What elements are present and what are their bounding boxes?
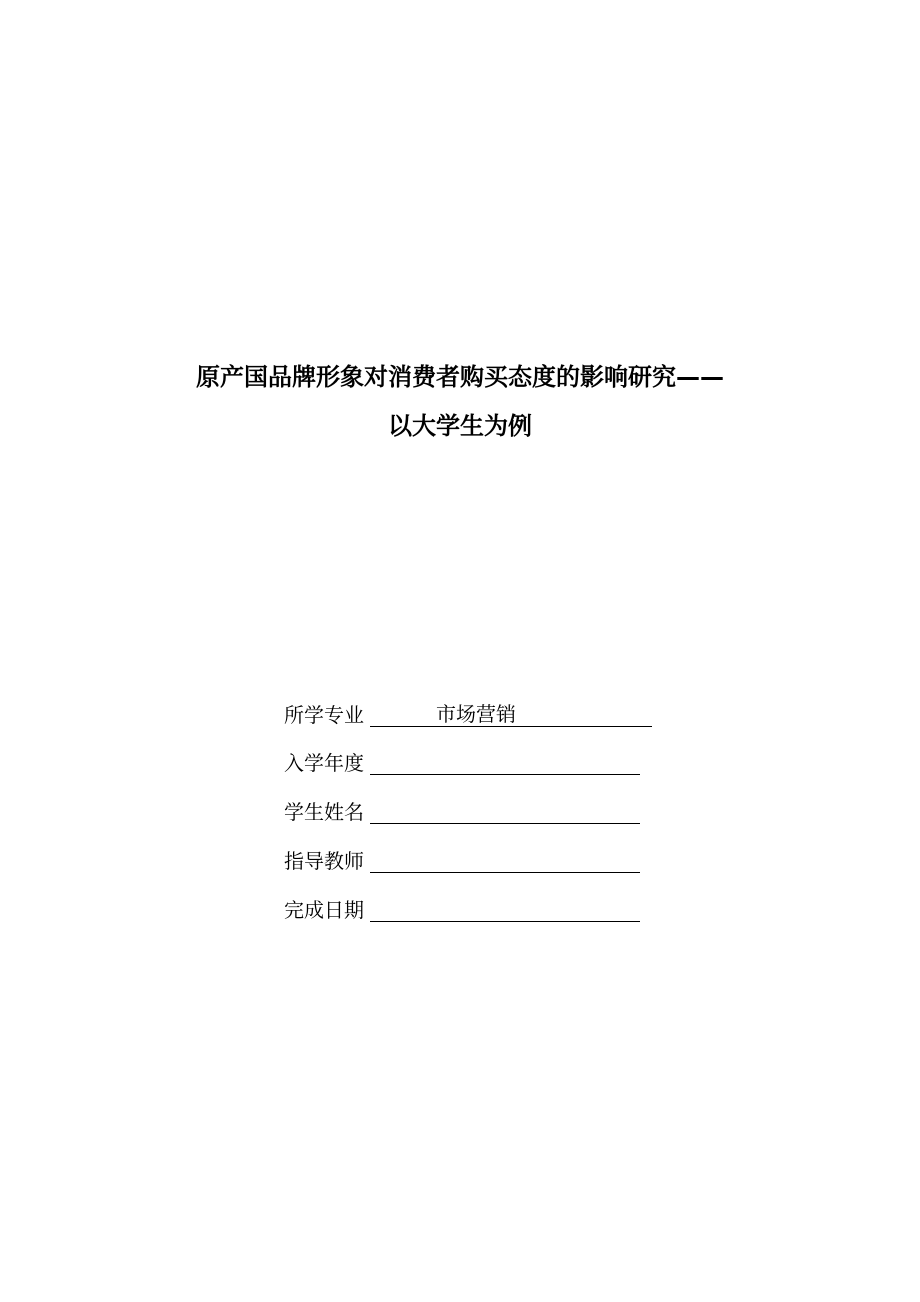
field-advisor-label: 指导教师: [284, 849, 364, 873]
field-major-label: 所学专业: [284, 703, 364, 727]
field-completion-date: [284, 895, 364, 925]
field-enrollment-year-underline: [370, 774, 640, 775]
field-enrollment-year-label: 入学年度: [284, 751, 364, 775]
field-major-underline: [370, 726, 652, 727]
document-title-line-1: 原产国品牌形象对消费者购买态度的影响研究——: [196, 363, 724, 391]
field-advisor-underline: [370, 872, 640, 873]
field-student-name-label: 学生姓名: [284, 800, 364, 824]
field-major-value: 市场营销: [436, 702, 516, 726]
field-student-name: [284, 797, 364, 827]
field-completion-date-underline: [370, 921, 640, 922]
field-major: [284, 700, 516, 730]
field-enrollment-year: [284, 748, 364, 778]
field-student-name-underline: [370, 823, 640, 824]
field-advisor: [284, 846, 364, 876]
document-title-line-2: 以大学生为例: [388, 412, 532, 440]
field-completion-date-label: 完成日期: [284, 898, 364, 922]
